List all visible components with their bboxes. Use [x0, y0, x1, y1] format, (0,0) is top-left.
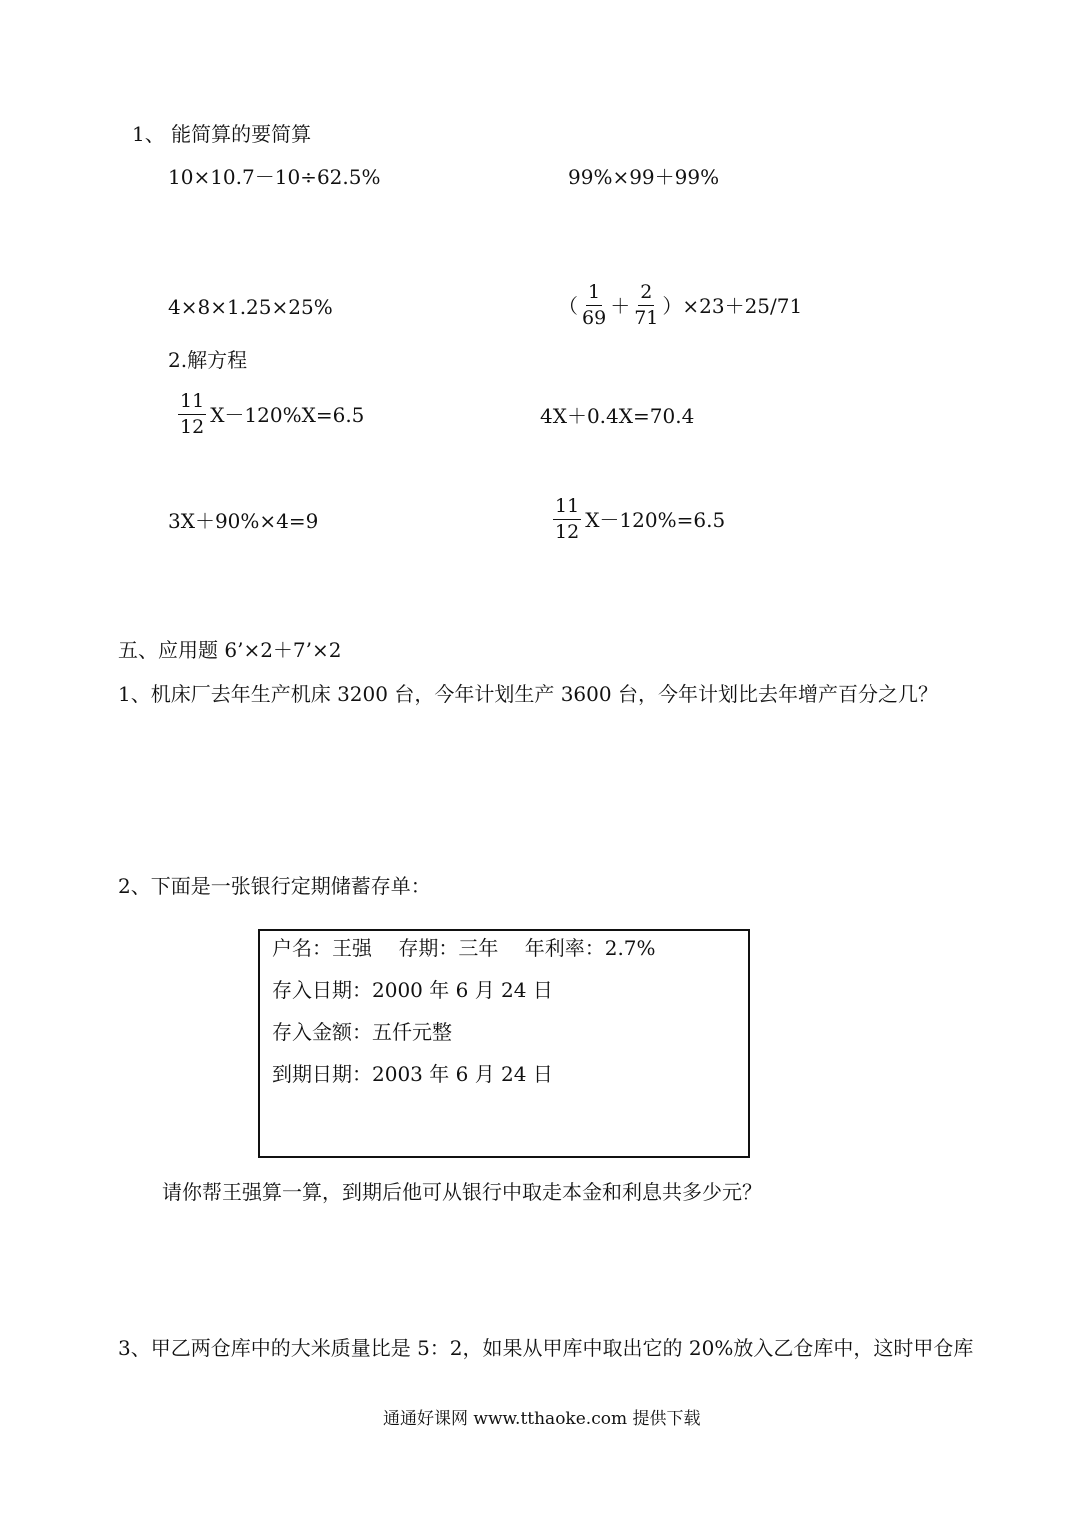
fraction-2-71: [634, 283, 658, 328]
fraction-denominator: 12: [180, 416, 205, 438]
fraction-denominator: 71: [634, 307, 659, 329]
fraction-11-12: [178, 392, 206, 437]
expression-d-plus: ＋: [610, 293, 631, 318]
expression-a: 10×10.7－10÷62.5%: [168, 165, 381, 189]
problem-1: 1、机床厂去年生产机床 3200 台，今年计划生产 3600 台，今年计划比去年增产百分之几？: [118, 682, 938, 706]
q2-title: 2.解方程: [168, 348, 248, 372]
deposit-slip-line-1: 户名：王强 存期：三年 年利率：2.7%: [272, 936, 656, 960]
expression-d-rest: ）×23＋25/71: [662, 293, 803, 318]
equation-d-rest: X－120%=6.5: [585, 507, 726, 532]
expression-d-open: （: [558, 293, 578, 318]
equation-c: 3X＋90%×4=9: [168, 509, 319, 533]
fraction-numerator: 2: [638, 283, 654, 306]
equation-a: [174, 392, 364, 437]
fraction-denominator: 12: [555, 521, 580, 543]
fraction-numerator: 11: [553, 497, 581, 520]
expression-b: 99%×99＋99%: [568, 165, 720, 189]
fraction-numerator: 11: [178, 392, 206, 415]
expression-c: 4×8×1.25×25%: [168, 295, 333, 319]
fraction-1-69: [582, 283, 606, 328]
deposit-slip-line-3: 存入金额：五仟元整: [272, 1020, 452, 1044]
page-footer: 通通好课网 www.tthaoke.com 提供下载: [383, 1409, 701, 1429]
deposit-slip-line-4: 到期日期：2003 年 6 月 24 日: [272, 1062, 553, 1086]
deposit-slip-box: [258, 929, 750, 1158]
equation-b: 4X＋0.4X=70.4: [540, 404, 695, 428]
fraction-11-12: [553, 497, 581, 542]
problem-2: 2、下面是一张银行定期储蓄存单：: [118, 874, 431, 898]
section5-title: 五、应用题 6’×2＋7’×2: [118, 638, 342, 662]
expression-d: [558, 283, 802, 328]
equation-a-rest: X－120%X=6.5: [210, 402, 365, 427]
q1-title: 1、 能简算的要简算: [132, 122, 312, 146]
fraction-numerator: 1: [586, 283, 602, 306]
deposit-slip-line-2: 存入日期：2000 年 6 月 24 日: [272, 978, 553, 1002]
equation-d: [549, 497, 725, 542]
fraction-denominator: 69: [582, 307, 607, 329]
problem-2-question: 请你帮王强算一算，到期后他可从银行中取走本金和利息共多少元？: [162, 1180, 762, 1204]
problem-3: 3、甲乙两仓库中的大米质量比是 5：2，如果从甲库中取出它的 20%放入乙仓库中，这时甲仓库: [118, 1336, 974, 1360]
